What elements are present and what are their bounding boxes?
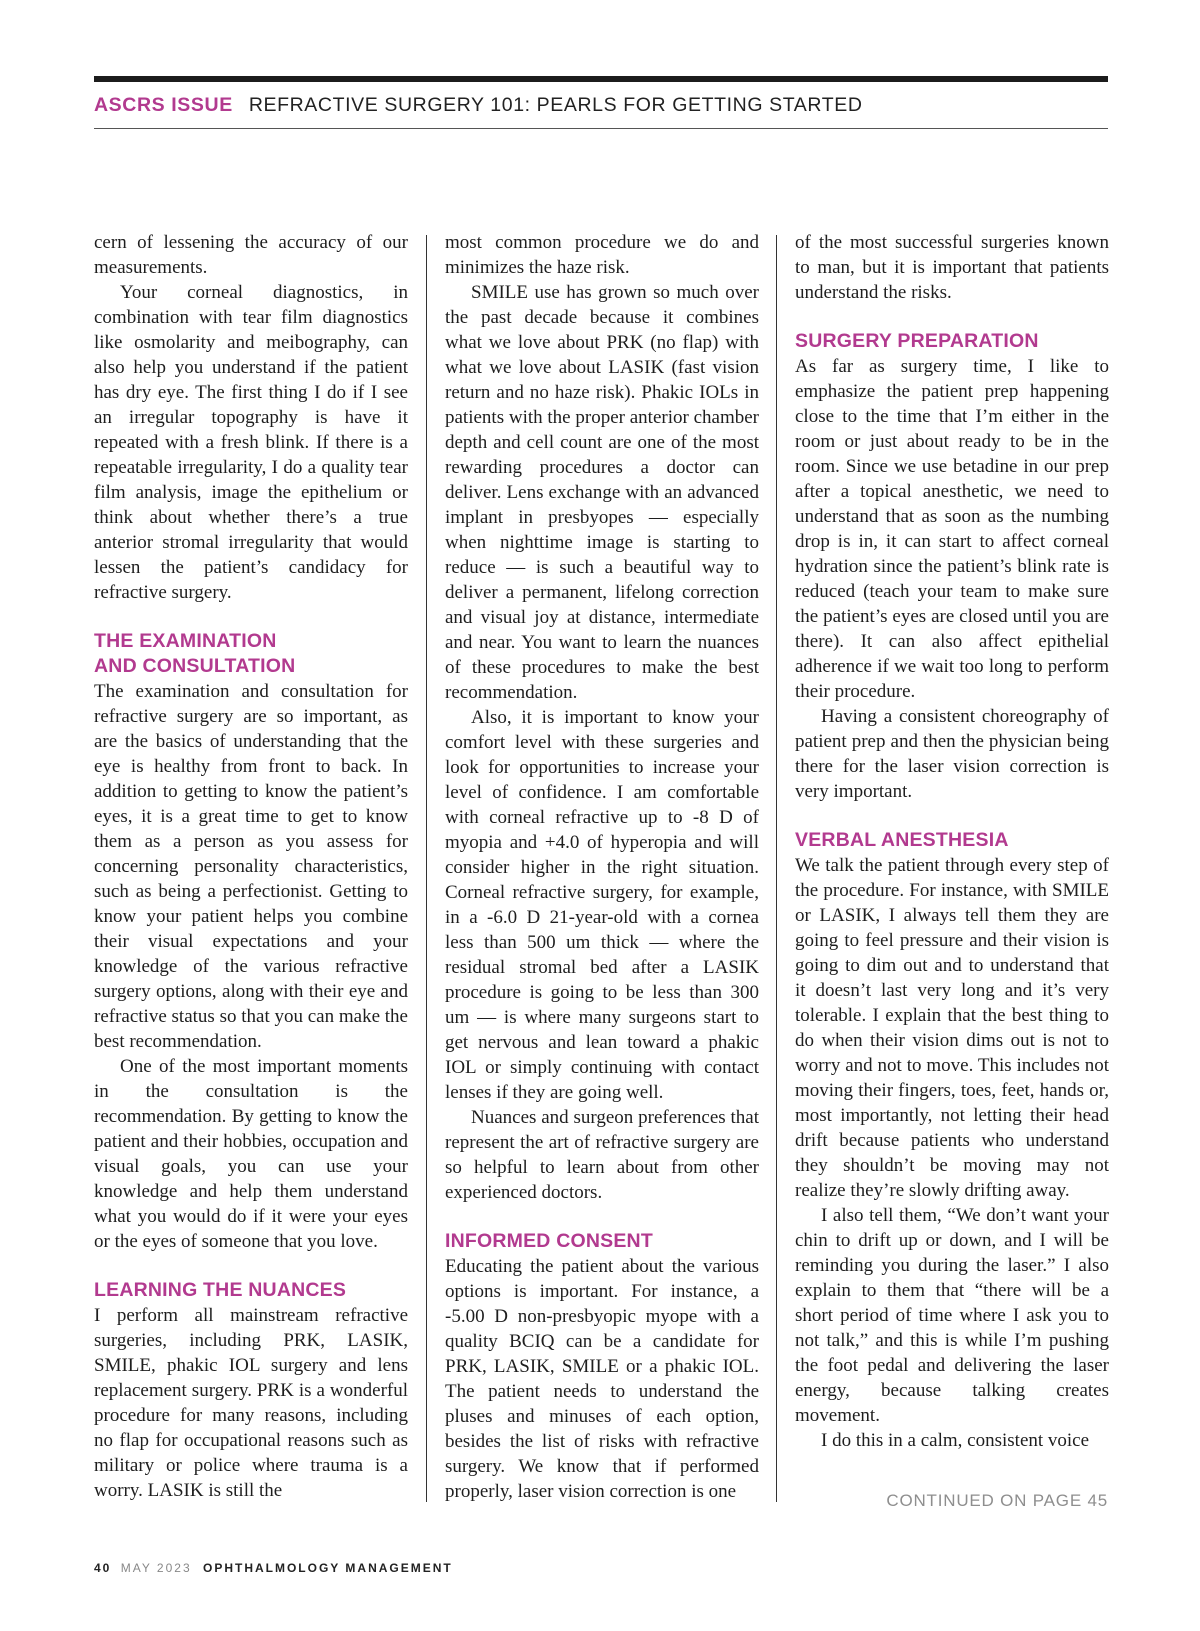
section-heading <box>795 828 1109 853</box>
issue-kicker: ASCRS ISSUE <box>94 94 233 116</box>
body-paragraph: As far as surgery time, I like to emphasize the patient prep happening close to the time that I’m either in the room or just about ready to be in the room. Since we use betadine in our prep after a topical anesthetic, we need to understand that as soon as the numbing drop is in, it can start to affect corneal hydration since the patient’s blink rate is reduced (teach your team to make sure the patient’s eyes are closed until you are there). It can also affect epithelial adherence if we wait too long to perform their procedure. <box>795 356 1109 702</box>
section-heading <box>94 1278 408 1303</box>
body-paragraph: One of the most important moments in the consultation is the recommendation. By getting to know the patient and their hobbies, occupation and visual goals, you can use your knowledge and help them understand what you would do if it were your eyes or the eyes of someone that you love. <box>94 1056 408 1252</box>
section-heading-line: AND CONSULTATION <box>94 655 296 677</box>
section-heading-line: THE EXAMINATION <box>94 630 277 652</box>
text-column-2 <box>445 230 759 1504</box>
body-paragraph: Your corneal diagnostics, in combination with tear film diagnostics like osmolarity and meibography, can also help you understand if the patient has dry eye. The first thing I do if I see an irregular topography is have it repeated with a fresh blink. If there is a repeatable irregularity, I do a quality tear film analysis, image the epithelium or think about whether there’s a true anterior stromal irregularity that would lessen the patient’s candidacy for refractive surgery. <box>94 282 408 603</box>
section-heading <box>795 329 1109 354</box>
section-heading-line: INFORMED CONSENT <box>445 1230 653 1252</box>
top-rule <box>94 76 1108 82</box>
body-paragraph: SMILE use has grown so much over the past decade because it combines what we love about PRK (no flap) with what we love about LASIK (fast vision return and no haze risk). Phakic IOLs in patients with the proper anterior chamber depth and cell count are one of the most rewarding procedures a doctor can deliver. Lens exchange with an advanced implant in presbyopes — especially when nighttime image is starting to reduce — is such a beautiful way to deliver a permanent, lifelong correction and visual joy at distance, intermediate and near. You want to learn the nuances of these procedures to make the best recommendation. <box>445 282 759 703</box>
page-number: 40 <box>94 1561 112 1575</box>
column-divider <box>776 235 777 1502</box>
publication-name: OPHTHALMOLOGY MANAGEMENT <box>202 1561 453 1575</box>
text-column-3 <box>795 230 1109 1453</box>
header-rule <box>94 128 1108 129</box>
body-paragraph: of the most successful surgeries known to man, but it is important that patients understand the risks. <box>795 232 1109 303</box>
section-heading-line: LEARNING THE NUANCES <box>94 1279 347 1301</box>
body-paragraph: I do this in a calm, consistent voice <box>821 1430 1090 1451</box>
running-header <box>94 94 1108 117</box>
body-paragraph: I perform all mainstream refractive surgeries, including PRK, LASIK, SMILE, phakic IOL surgery and lens replacement surgery. PRK is a wonderful procedure for many reasons, including no flap for occupational reasons such as military or police where trauma is a worry. LASIK is still the <box>94 1305 408 1501</box>
body-paragraph: cern of lessening the accuracy of our measurements. <box>94 232 408 278</box>
body-paragraph: We talk the patient through every step of the procedure. For instance, with SMILE or LASIK, I always tell them they are going to feel pressure and their vision is going to dim out and to understand that it doesn’t last very long and it’s very tolerable. I explain that the best thing to do when their vision dims out is not to worry and not to move. This includes not moving their fingers, toes, feet, hands or, most importantly, not letting their head drift because patients who understand they shouldn’t be moving may not realize they’re slowly drifting away. <box>795 855 1109 1201</box>
body-paragraph: The examination and consultation for refractive surgery are so important, as are the basics of understanding that the eye is healthy from front to back. In addition to getting to know the patient’s eyes, it is a great time to get to know them as a person as you assess for concerning personality characteristics, such as being a perfectionist. Getting to know your patient helps you combine their visual expectations and your knowledge of the various refractive surgery options, along with their eye and refractive status so that you can make the best recommendation. <box>94 681 408 1052</box>
body-paragraph: Educating the patient about the various options is important. For instance, a -5.00 D non-presbyopic myope with a quality BCIQ can be a candidate for PRK, LASIK, SMILE or a phakic IOL. The patient needs to understand the pluses and minuses of each option, besides the list of risks with refractive surgery. We know that if performed properly, laser vision correction is one <box>445 1256 759 1502</box>
section-heading <box>94 629 408 679</box>
page-footer <box>94 1561 453 1575</box>
continued-note: CONTINUED ON PAGE 45 <box>886 1491 1108 1510</box>
article-title: REFRACTIVE SURGERY 101: PEARLS FOR GETTING STARTED <box>248 94 863 116</box>
body-paragraph: most common procedure we do and minimizes the haze risk. <box>445 232 759 278</box>
issue-date: MAY 2023 <box>120 1561 192 1575</box>
section-heading <box>445 1229 759 1254</box>
body-paragraph: Having a consistent choreography of patient prep and then the physician being there for the laser vision correction is very important. <box>795 706 1109 802</box>
body-paragraph: I also tell them, “We don’t want your chin to drift up or down, and I will be reminding you during the laser.” I also explain to them that “there will be a short period of time where I ask you to not talk,” and this is while I’m pushing the foot pedal and delivering the laser energy, because talking creates movement. <box>795 1205 1109 1426</box>
body-paragraph: Also, it is important to know your comfort level with these surgeries and look for opportunities to increase your level of confidence. I am comfortable with corneal refractive up to -8 D of myopia and +4.0 of hyperopia and will consider higher in the right situation. Corneal refractive surgery, for example, in a -6.0 D 21-year-old with a cornea less than 500 um thick — where the residual stromal bed after a LASIK procedure is going to be less than 300 um — is where many surgeons start to get nervous and lean toward a phakic IOL or simply continuing with contact lenses if they are going well. <box>445 707 759 1103</box>
section-heading-line: SURGERY PREPARATION <box>795 330 1039 352</box>
column-divider <box>426 235 427 1502</box>
body-paragraph: Nuances and surgeon preferences that represent the art of refractive surgery are so helpful to learn about from other experienced doctors. <box>445 1107 759 1203</box>
text-column-1 <box>94 230 408 1503</box>
section-heading-line: VERBAL ANESTHESIA <box>795 829 1009 851</box>
